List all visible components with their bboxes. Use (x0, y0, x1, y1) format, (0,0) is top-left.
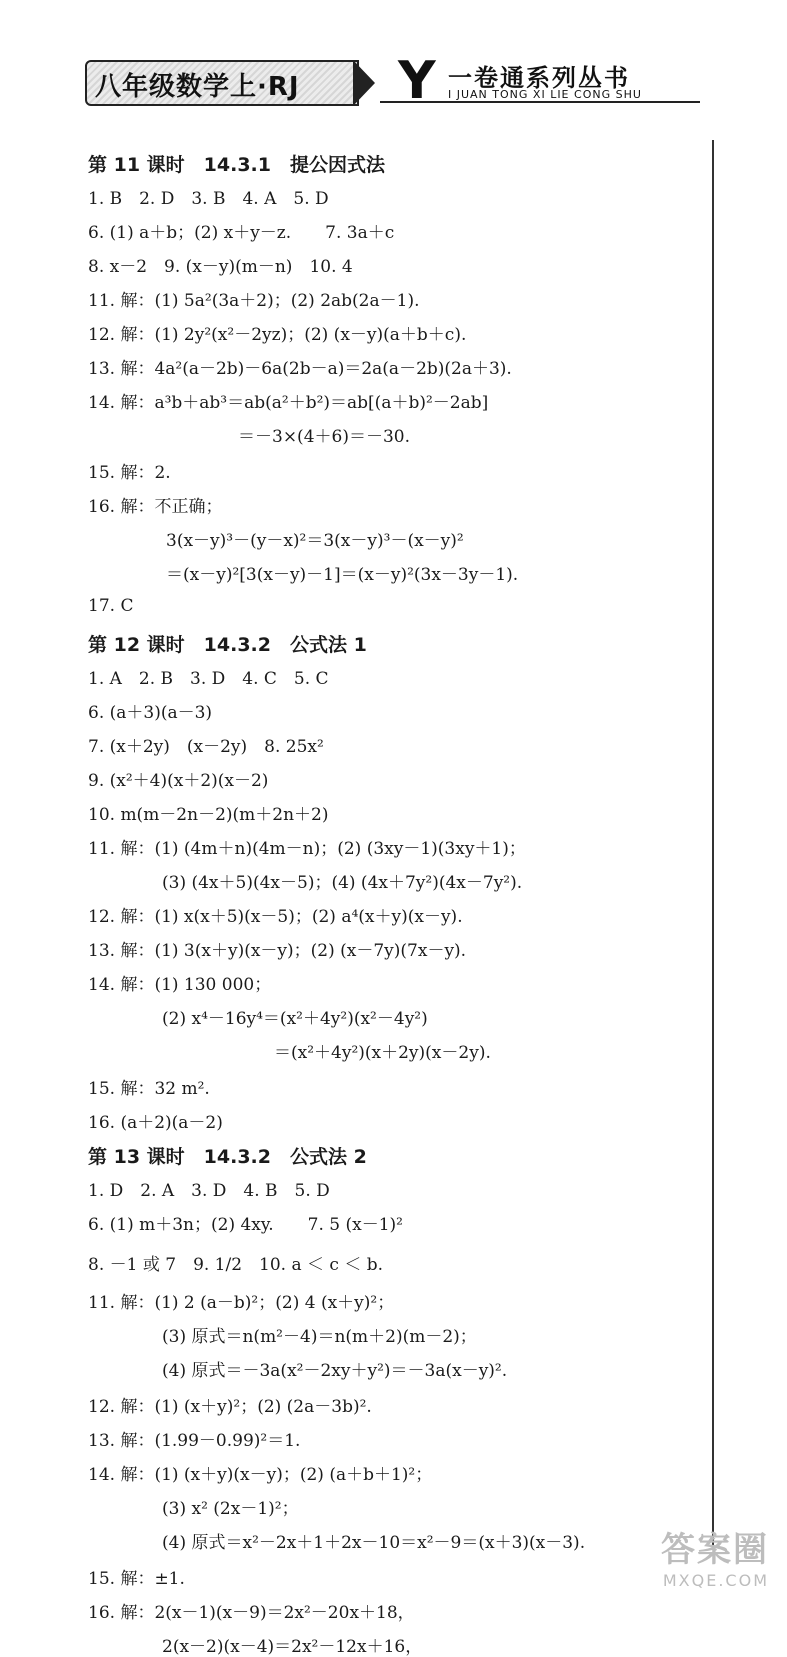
answer-line: (3) x² (2x－1)²； (162, 1499, 299, 1519)
answer-line: 13. 解：(1) 3(x＋y)(x－y)；(2) (x－7y)(7x－y). (88, 941, 467, 961)
answer-line: 14. 解：(1) (x＋y)(x－y)；(2) (a＋b＋1)²； (88, 1465, 433, 1485)
margin-rule (712, 140, 714, 1550)
answer-line: 3(x－y)³－(y－x)²＝3(x－y)³－(x－y)² (166, 531, 464, 551)
book-tag-text: 八年级数学上·RJ (95, 72, 300, 102)
answer-line: 6. (a＋3)(a－3) (88, 703, 213, 723)
answer-line: 14. 解：a³b＋ab³＝ab(a²＋b²)＝ab[(a＋b)²－2ab] (88, 393, 489, 413)
answer-line: 1. B 2. D 3. B 4. A 5. D (88, 189, 329, 209)
answer-line: 16. 解：不正确； (88, 497, 223, 517)
answer-line: (3) 原式＝n(m²－4)＝n(m＋2)(m－2)； (162, 1327, 477, 1347)
answer-line: (2) x⁴－16y⁴＝(x²＋4y²)(x²－4y²) (162, 1009, 428, 1029)
answer-line: 16. (a＋2)(a－2) (88, 1113, 223, 1133)
answer-line: 14. 解：(1) 130 000； (88, 975, 272, 995)
answer-line: (3) (4x＋5)(4x－5)；(4) (4x＋7y²)(4x－7y²). (162, 873, 523, 893)
answer-line: ＝－3×(4＋6)＝－30. (238, 427, 410, 447)
section-heading: 第 11 课时 14.3.1 提公因式法 (88, 154, 385, 176)
answer-line: (4) 原式＝－3a(x²－2xy＋y²)＝－3a(x－y)². (162, 1361, 508, 1381)
book-tag-arrow (353, 60, 375, 106)
section-heading: 第 13 课时 14.3.2 公式法 2 (88, 1146, 367, 1168)
answer-line: 6. (1) a＋b；(2) x＋y－z. 7. 3a＋c (88, 223, 395, 243)
series-logo: Y (398, 51, 436, 111)
answer-line: 15. 解：2. (88, 463, 171, 483)
answer-line: 15. 解：±1. (88, 1569, 185, 1589)
section-heading: 第 12 课时 14.3.2 公式法 1 (88, 634, 367, 656)
answer-line: 1. D 2. A 3. D 4. B 5. D (88, 1181, 330, 1201)
answer-line: 13. 解：(1.99－0.99)²＝1. (88, 1431, 301, 1451)
series-pinyin: I JUAN TONG XI LIE CONG SHU (448, 88, 642, 101)
answer-line: ＝(x²＋4y²)(x＋2y)(x－2y). (274, 1043, 491, 1063)
watermark (661, 1522, 769, 1590)
answer-line: 9. (x²＋4)(x＋2)(x－2) (88, 771, 269, 791)
answer-line: 8. x－2 9. (x－y)(m－n) 10. 4 (88, 257, 353, 277)
answer-line: 12. 解：(1) x(x＋5)(x－5)；(2) a⁴(x＋y)(x－y). (88, 907, 463, 927)
answer-line: 8. －1 或 7 9. 1/2 10. a ＜ c ＜ b. (88, 1255, 384, 1275)
answer-line: 13. 解：4a²(a－2b)－6a(2b－a)＝2a(a－2b)(2a＋3). (88, 359, 512, 379)
answer-line: 11. 解：(1) 2 (a－b)²；(2) 4 (x＋y)²； (88, 1293, 395, 1313)
answer-line: 1. A 2. B 3. D 4. C 5. C (88, 669, 329, 689)
answer-line: 10. m(m－2n－2)(m＋2n＋2) (88, 805, 329, 825)
answer-line: 6. (1) m＋3n；(2) 4xy. 7. 5 (x－1)² (88, 1215, 403, 1235)
answer-line: 17. C (88, 596, 134, 616)
watermark-text: 答案圈 (661, 1530, 769, 1570)
answer-line: 12. 解：(1) 2y²(x²－2yz)；(2) (x－y)(a＋b＋c). (88, 325, 467, 345)
answer-line: (4) 原式＝x²－2x＋1＋2x－10＝x²－9＝(x＋3)(x－3). (162, 1533, 586, 1553)
answer-line: 11. 解：(1) 5a²(3a＋2)；(2) 2ab(2a－1). (88, 291, 420, 311)
answer-line: 11. 解：(1) (4m＋n)(4m－n)；(2) (3xy－1)(3xy＋1)； (88, 839, 526, 859)
series-title: 一卷通系列丛书 (448, 64, 630, 92)
answer-line: 12. 解：(1) (x＋y)²；(2) (2a－3b)². (88, 1397, 372, 1417)
answer-line: ＝(x－y)²[3(x－y)－1]＝(x－y)²(3x－3y－1). (166, 565, 519, 585)
answer-line: 7. (x＋2y) (x－2y) 8. 25x² (88, 737, 324, 757)
answer-line: 16. 解：2(x－1)(x－9)＝2x²－20x＋18， (88, 1603, 415, 1623)
watermark-url: MXQE.COM (662, 1571, 769, 1590)
answer-line: 2(x－2)(x－4)＝2x²－12x＋16， (162, 1637, 423, 1657)
book-tag (85, 60, 380, 104)
answer-line: 15. 解：32 m². (88, 1079, 210, 1099)
